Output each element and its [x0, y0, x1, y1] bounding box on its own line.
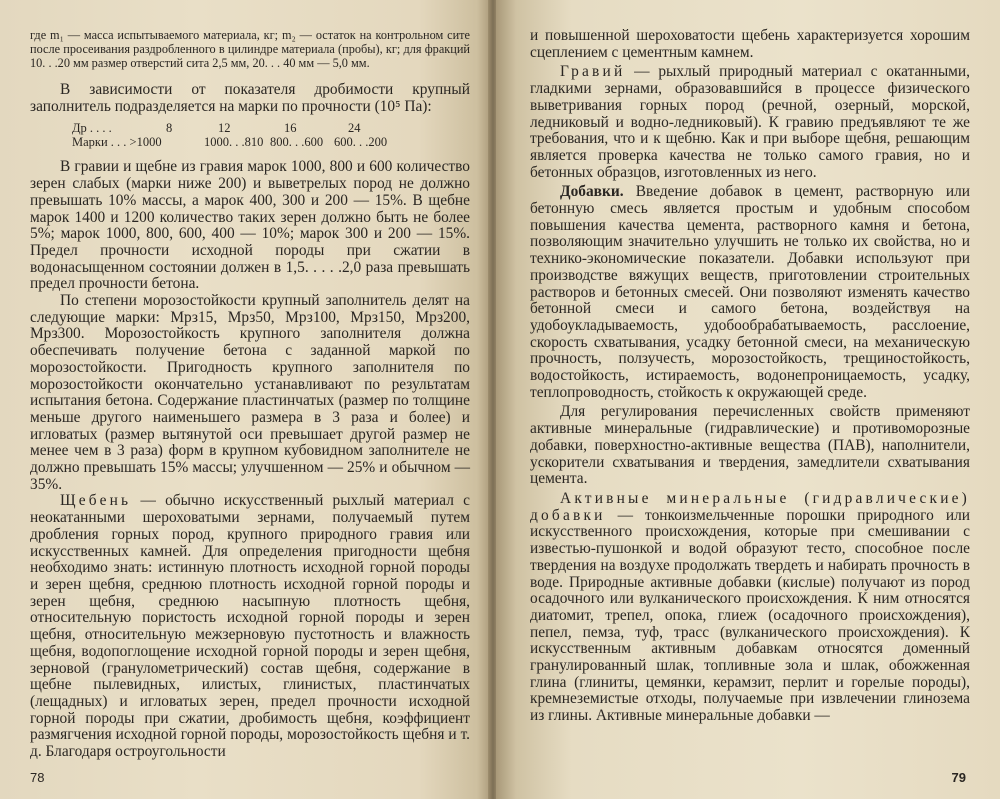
term-crushed-stone: Щебень [60, 492, 132, 510]
scale-marks-row [72, 135, 470, 149]
formula-footnote: где m₁ — масса испытываемого материала, кг; m₂ — остаток на контрольном сите после просеивания раздробленного в цилиндре материала (пробы), кг; для фракций 10. . .20 мм размер отверстий сита 2,5 мм, 20. . . 40 мм — 5,0 мм. [30, 28, 470, 70]
page-number-right: 79 [951, 770, 966, 785]
paragraph-additives-text: Введение добавок в цемент, растворную или бетонную смесь является простым и удобным способом повышения качества цемента, растворного камня и бетона, позволяющим значительно улучшить не только их свойства, но и технико-экономические показатели. Добавки используют при производстве вяжущих веществ, приготовлении строительных растворов и бетонных смесей. Они позволяют изменять качество бетонной смеси и самого бетона, воздействуя на удобоукладываемость, удобообрабатываемость, расслоение, скорость схватывания, усадку бетонной смеси, на механическую прочность, ползучесть, морозостойкость, трещиностойкость, водостойкость, истираемость, водонепроницаемость, усадку, теплопроводность, стойкость к окружающей среде. [530, 183, 970, 401]
paragraph-gravel [530, 64, 970, 181]
term-gravel: Гравий [560, 63, 626, 81]
scale-dr-row [72, 121, 470, 135]
paragraph-active-additives-text: — тонкоизмельченные порошки природного или искусственного происхождения, которые при смешивании с известью-пушонкой и водой образуют тесто, способное после твердения на воздухе продолжать твердеть и набирать прочность в воде. Природные активные добавки (кислые) получают из пород осадочного или вулканического происхождения. К ним относятся диатомит, трепел, опока, глиеж (осадочного происхождения), пепел, пемза, туф, трасс (вулканического происхождения). К искусственным активным добавкам относятся доменный гранулированный шлак, топливные зола и шлак, обожженная глина (глиниты, цемянки, керамзит, перлит и горелые породы), кремнеземистые отходы, получаемые при извлечении глинозема из глины. Активные минеральные добавки — [530, 506, 970, 725]
page-number-left: 78 [30, 770, 45, 785]
paragraph-crushed-stone [30, 493, 470, 760]
scale-marks-label: Марки . . . >1000 [72, 135, 162, 150]
scale-dr-value: 12 [218, 121, 231, 136]
term-active-additives: Активные минеральные (гидравлические) добавки [530, 489, 970, 524]
paragraph-crushability-intro: В зависимости от показателя дробимости крупный заполнитель подразделяется на марки по прочности (10⁵ Па): [30, 81, 470, 115]
crushability-grade-scale [72, 121, 470, 149]
paragraph-additives [530, 184, 970, 401]
paragraph-regulation: Для регулирования перечисленных свойств применяют активные минеральные (гидравлические) и противоморозные добавки, поверхностно-активные вещества (ПАВ), наполнители, ускорители схватывания и твердения, замедлители схватывания цемента. [530, 403, 970, 488]
paragraph-gravel-text: — рыхлый природный материал с окатанными, гладкими зернами, образовавшийся в процессе физического выветривания горных пород (речной, озерный, морской, ледниковый и водно-ледниковый). К гравию предъявляют те же требования, что и к щебню. Как и при выборе щебня, решающим является проверка качества не только самого гравия, но и бетонных образцов, изготовленных из него. [530, 63, 970, 181]
scale-dr-value: 24 [348, 121, 361, 136]
scale-dr-label: Др . . . . [72, 121, 112, 136]
right-page [496, 0, 1000, 799]
left-page [0, 0, 492, 799]
paragraph-continuation: и повышенной шероховатости щебень характеризуется хорошим сцеплением с цементным камнем. [530, 27, 970, 61]
paragraph-frost-resistance: По степени морозостойкости крупный заполнитель делят на следующие марки: Мрз15, Мрз50, Мрз100, Мрз150, Мрз200, Мрз300. Морозостойкость крупного заполнителя должна обеспечивать получение бетона с заданной маркой по морозостойкости. Пригодность крупного заполнителя по морозостойкости окончательно устанавливают по результатам испытания бетона. Содержание пластинчатых (размер по толщине меньше другого наименьшего размера в 3 раза и более) и игловатых (размер вытянутой оси превышает другой размер не менее чем в 3 раза) форм в крупном кубовидном заполнителе не должно превышать 15% массы; улучшенном — 25% и обычном — 35%. [30, 292, 470, 493]
paragraph-gravel-grades: В гравии и щебне из гравия марок 1000, 800 и 600 количество зерен слабых (марки ниже 200) и выветрелых пород не должно превышать 10% массы, а марок 400, 300 и 200 — 15%. В щебне марок 1400 и 1200 количество таких зерен должно быть не более 5%; марок 1000, 800, 600, 400 — 10%; марок 300 и 200 — 15%. Предел прочности исходной породы при сжатии в водонасыщенном состоянии должен в 1,5. . . . .2,0 раза превышать предел прочности бетона. [30, 158, 470, 293]
paragraph-crushed-stone-text: — обычно искусственный рыхлый материал с неокатанными шероховатыми зернами, получаемый путем дробления горных пород, крупного природного гравия или искусственных камней. Для определения пригодности щебня необходимо знать: истинную плотность исходной горной породы и зерен щебня, среднюю плотность исходной горной породы и зерен щебня, среднюю насыпную плотность щебня, относительную пористость исходной горной породы и зерен щебня, относительную межзерновую пустотность и влажность щебня, водопоглощение исходной горной породы и зерен щебня, зерновой (гранулометрический) состав щебня, содержание в щебне пылевидных, илистых, глинистых, пластинчатых (лещадных) и игловатых зерен, предел прочности исходной горной породы при сжатии, дробимость щебня, коэффициент размягчения исходной горной породы, морозостойкость щебня и т. д. Благодаря остроугольности [30, 492, 470, 761]
scale-mark-value: 600. . .200 [334, 135, 388, 150]
scale-mark-value: 1000. . .810 [204, 135, 264, 150]
paragraph-active-additives [530, 491, 970, 725]
scale-dr-value: 8 [166, 121, 173, 136]
scale-dr-value: 16 [284, 121, 297, 136]
scale-mark-value: 800. . .600 [270, 135, 324, 150]
heading-additives: Добавки. [560, 183, 624, 201]
